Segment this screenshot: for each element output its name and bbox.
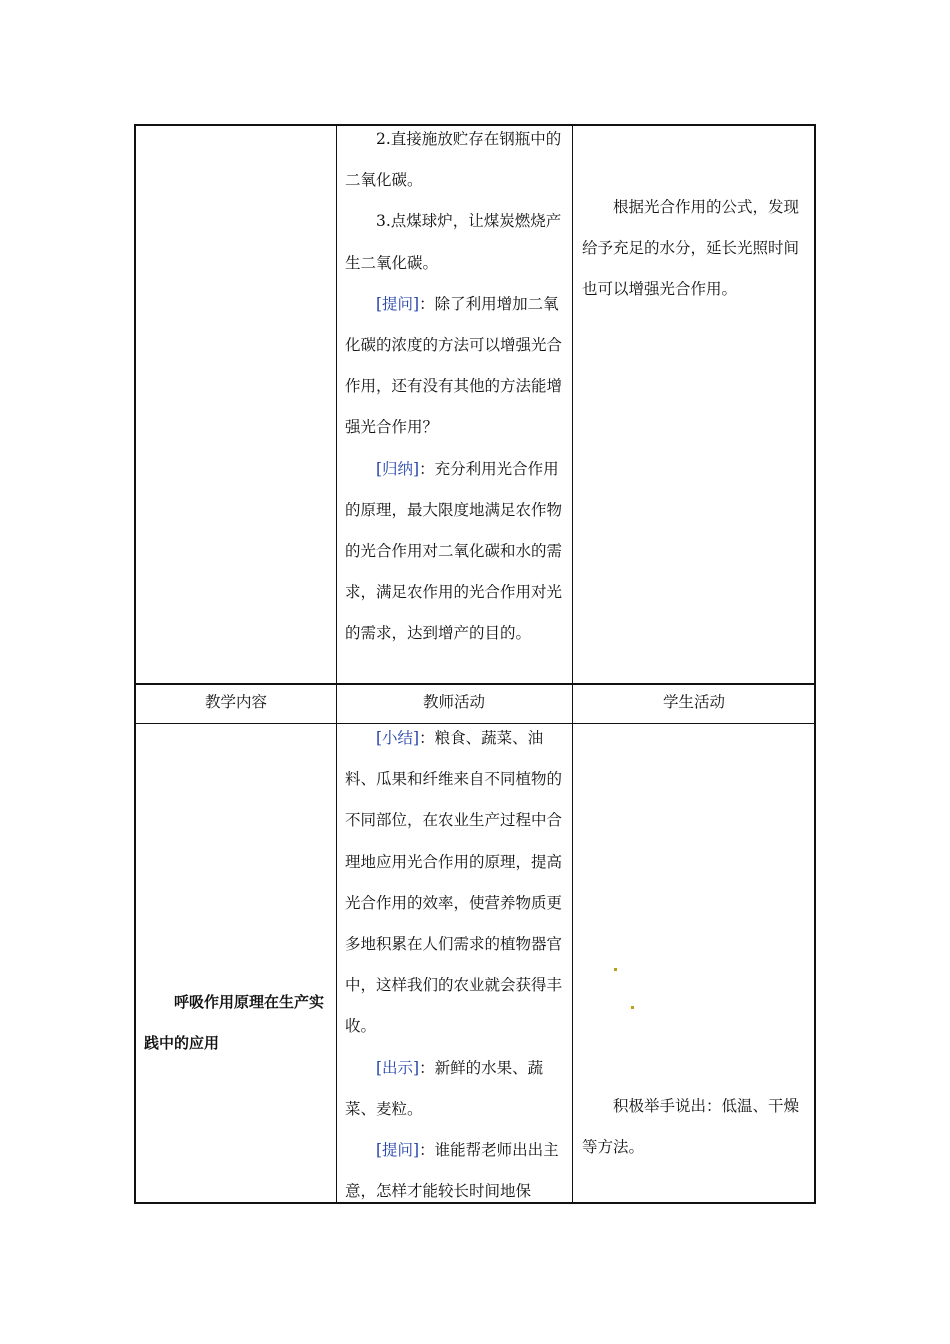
top-content-cell	[136, 126, 336, 683]
summary-tag: [归纳]	[376, 459, 420, 478]
content-topic-text: 呼吸作用原理在生产实践中的应用	[144, 993, 325, 1052]
summary-tag: [小结]	[376, 729, 420, 747]
column-divider-1	[336, 126, 337, 1202]
teacher-paragraph	[345, 284, 567, 449]
teacher-paragraph	[345, 119, 567, 201]
header-teaching-content: 教学内容	[204, 693, 267, 711]
column-divider-2	[572, 126, 573, 1202]
stray-dot-mark	[614, 968, 617, 971]
bottom-student-cell	[582, 1086, 808, 1168]
teacher-paragraph	[345, 1048, 567, 1130]
teacher-paragraph	[345, 201, 567, 283]
bottom-content-cell	[144, 982, 330, 1064]
paragraph-text: ：谁能帮老师出出主意，怎样才能较长时间地保	[345, 1141, 559, 1201]
teacher-paragraph	[345, 718, 567, 1048]
top-teacher-cell	[345, 119, 567, 655]
question-tag: [提问]	[376, 1141, 420, 1160]
display-tag: [出示]	[376, 1058, 420, 1077]
stray-dot-mark	[631, 1006, 634, 1009]
paragraph-text: 2.直接施放贮存在钢瓶中的二氧化碳。	[345, 130, 562, 190]
student-response-text: 根据光合作用的公式，发现给予充足的水分，延长光照时间也可以增强光合作用。	[582, 198, 800, 299]
bottom-teacher-cell	[345, 718, 567, 1212]
teacher-paragraph	[345, 1130, 567, 1212]
question-tag: [提问]	[376, 294, 420, 313]
paragraph-text: ：充分利用光合作用的原理，最大限度地满足农作物的光合作用对二氧化碳和水的需求，满足农作用的光合作用对光的需求，达到增产的目的。	[345, 459, 563, 643]
paragraph-text: 3.点煤球炉，让煤炭燃烧产生二氧化碳。	[345, 212, 562, 272]
paragraph-text: ：粮食、蔬菜、油料、瓜果和纤维来自不同植物的不同部位，在农业生产过程中合理地应用光合作用的原理，提高光合作用的效率，使营养物质更多地积累在人们需求的植物器官中，这样我们的农业就会获得丰收。	[345, 729, 563, 1036]
student-response-text: 积极举手说出：低温、干燥等方法。	[582, 1097, 800, 1157]
paragraph-text: ：新鲜的水果、蔬菜、麦粒。	[345, 1058, 544, 1118]
paragraph-text: ：除了利用增加二氧化碳的浓度的方法可以增强光合作用，还有没有其他的方法能增强光合作用？	[345, 294, 563, 437]
teacher-paragraph	[345, 449, 567, 655]
top-student-cell	[582, 187, 808, 311]
header-student-activity: 学生活动	[662, 693, 725, 711]
lesson-plan-table	[134, 124, 816, 1204]
header-teacher-activity: 教师活动	[422, 693, 485, 711]
